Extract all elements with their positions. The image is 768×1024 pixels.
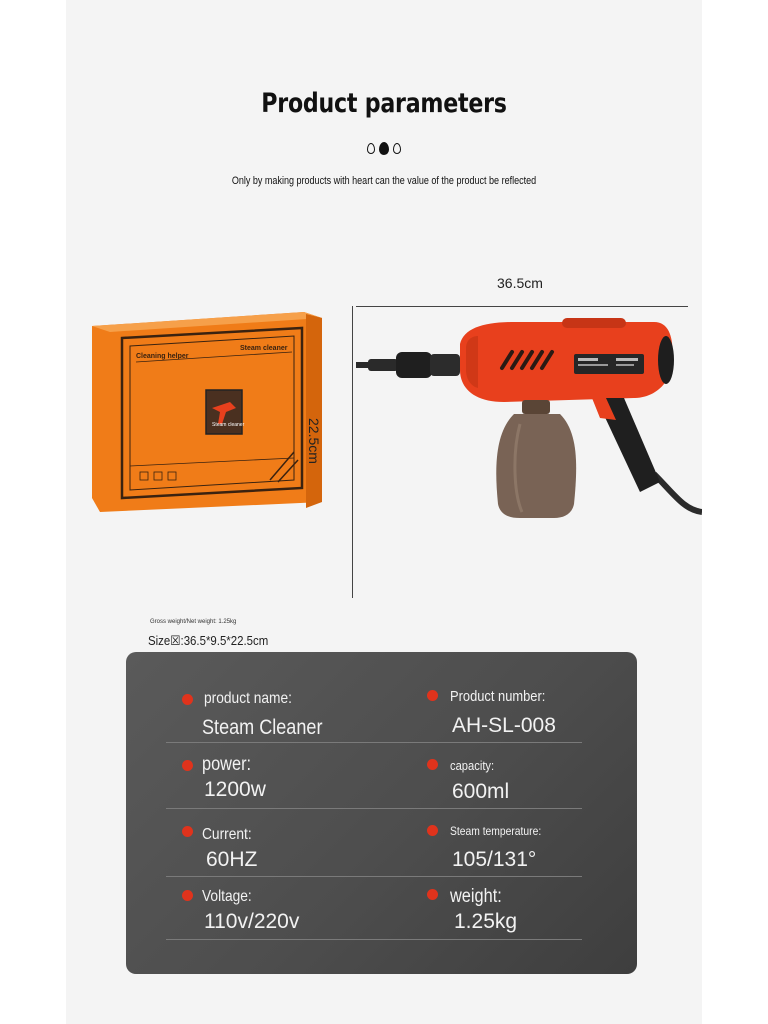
product-number-value: AH-SL-008 bbox=[452, 714, 556, 737]
bullet-dot bbox=[427, 825, 438, 836]
row-divider bbox=[166, 939, 582, 940]
product-number-label: Product number: bbox=[450, 688, 546, 705]
spec-panel bbox=[126, 652, 637, 974]
height-dimension-label: 22.5cm bbox=[306, 418, 322, 464]
bullet-dot bbox=[427, 889, 438, 900]
size-text: Size☒:36.5*9.5*22.5cm bbox=[148, 633, 269, 648]
box-left-text: Cleaning helper bbox=[136, 353, 189, 360]
bullet-dot bbox=[182, 760, 193, 771]
product-name-value: Steam Cleaner bbox=[202, 716, 323, 739]
steam-cleaner-image bbox=[354, 314, 702, 524]
gross-weight-text: Gross weight/Net weight: 1.25kg bbox=[150, 619, 237, 625]
steam-temperature-value: 105/131° bbox=[452, 848, 537, 871]
product-name-label: product name: bbox=[204, 690, 292, 707]
steam-temperature-label: Steam temperature: bbox=[450, 824, 542, 838]
weight-label: weight: bbox=[450, 886, 502, 907]
weight-value: 1.25kg bbox=[454, 910, 518, 933]
drop-icon bbox=[379, 142, 389, 155]
bullet-dot bbox=[427, 690, 438, 701]
drop-icon bbox=[393, 143, 401, 154]
bullet-dot bbox=[182, 890, 193, 901]
drop-icon bbox=[367, 143, 375, 154]
row-divider bbox=[166, 742, 582, 743]
height-dimension-line bbox=[352, 306, 353, 598]
current-value: 60HZ bbox=[206, 848, 258, 871]
page-title: Product parameters bbox=[261, 88, 507, 119]
capacity-label: capacity: bbox=[450, 758, 495, 773]
capacity-value: 600ml bbox=[452, 780, 510, 803]
page-subtitle: Only by making products with heart can the value of the product be reflected bbox=[231, 175, 537, 187]
row-divider bbox=[166, 876, 582, 877]
bullet-dot bbox=[182, 694, 193, 705]
width-dimension-label: 36.5cm bbox=[497, 275, 543, 291]
row-divider bbox=[166, 808, 582, 809]
voltage-label: Voltage: bbox=[202, 888, 252, 905]
bullet-dot bbox=[182, 826, 193, 837]
power-value: 1200w bbox=[204, 778, 266, 801]
current-label: Current: bbox=[202, 826, 252, 843]
width-dimension-line bbox=[356, 306, 688, 307]
power-label: power: bbox=[202, 754, 252, 775]
drops-decoration bbox=[0, 140, 768, 158]
product-box-image bbox=[92, 312, 322, 512]
box-right-text: Steam cleaner bbox=[240, 345, 288, 352]
box-center-text: Steam cleaner bbox=[212, 422, 245, 428]
bullet-dot bbox=[427, 759, 438, 770]
voltage-value: 110v/220v bbox=[204, 910, 300, 933]
